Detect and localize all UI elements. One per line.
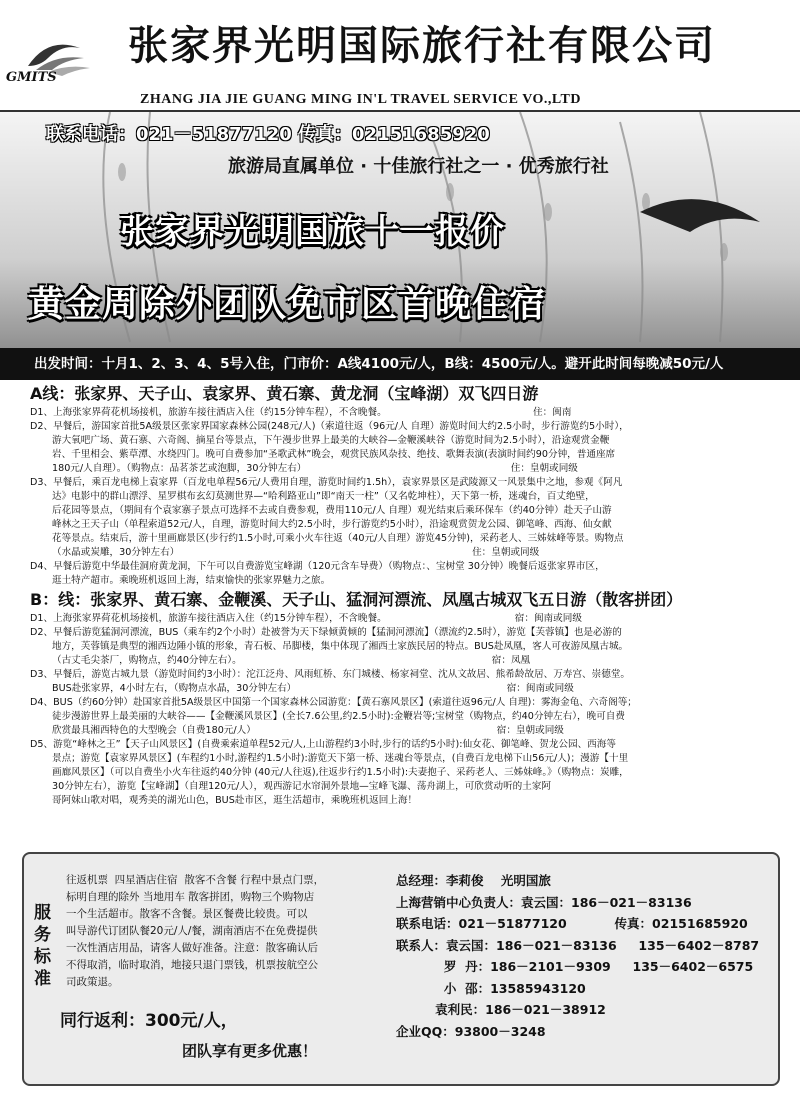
- itinerary-line: 徒步漫游世界上最美丽的大峡谷——【金鞭溪风景区】(全长7.6公里,约2.5小时):金鞭岩等;宝树堂（购物点，约40分钟左右），晚可自费: [52, 711, 625, 722]
- itinerary-line: 逛土特产超市。乘晚班机返回上海，结束愉快的张家界魅力之旅。: [52, 575, 331, 586]
- banner: [0, 112, 800, 380]
- itinerary-line: BUS赴张家界，4小时左右，（购物点水晶，30分钟左右） 宿：闽南或同级: [52, 683, 574, 694]
- itinerary-line: 地方，芙蓉镇是典型的湘西边陲小镇的形象，青石板、吊脚楼，集中体现了湘西土家族民居的特点。BUS赴凤凰，客人可夜游凤凰古城。: [52, 641, 629, 652]
- header: [0, 0, 800, 112]
- route-a-title: A线：张家界、天子山、袁家界、黄石寨、黄龙洞（宝峰湖）双飞四日游: [30, 384, 539, 403]
- route-b-lines: [0, 612, 800, 808]
- itinerary-line: D3、早餐后，乘百龙电梯上袁家界（百龙电单程56元/人费用自理，游览时间约1.5h），袁家界景区是武陵源又一风景集中之地，参观《阿凡: [30, 477, 623, 488]
- departure-bar: 出发时间：十月1、2、3、4、5号入住，门市价：A线4100元/人，B线：4500元/人。避开此时间每晚减50元/人: [0, 348, 800, 380]
- itinerary-line: D2、早餐后游览猛洞河漂流，BUS（乘车约2个小时）赴被誉为天下绿倾黄倾的【猛洞河漂流】（漂流约2.5时），游览【芙蓉镇】也是必游的: [30, 627, 622, 638]
- service-label: 服务标准: [34, 903, 51, 989]
- company-name: 张家界光明国际旅行社有限公司: [128, 22, 716, 69]
- gmits-logo: [18, 18, 108, 98]
- itinerary-line: 欣赏最具湘西特色的大型晚会（自费180元/人） 宿：皇朝或同级: [52, 725, 564, 736]
- slogan: 旅游局直属单位 · 十佳旅行社之一 · 优秀旅行社: [228, 156, 609, 177]
- logo-text: GMITS: [6, 70, 57, 85]
- company-name-en: ZHANG JIA JIE GUANG MING IN'L TRAVEL SERVICE VO.,LTD: [140, 92, 581, 107]
- itinerary-line: D1、上海张家界荷花机场接机，旅游车接往酒店入住（约15分钟车程），不含晚餐。 住：闽南: [30, 407, 572, 418]
- route-b-title: B：线：张家界、黄石寨、金鞭溪、天子山、猛洞河漂流、凤凰古城双飞五日游（散客拼团）: [30, 590, 683, 609]
- itinerary-line: 30分钟左右），游览【宝峰湖】（自理120元/人），观西游记水帘洞外景地—宝峰飞瀑、荡舟湖上，可欣赏动听的土家阿: [52, 781, 552, 792]
- itinerary-line: 花等景点。结束后，游十里画廊景区(步行约1.5小时,可乘小火车往返（40元/人自理）游览45分钟)，采药老人、三姊妹峰等景。购物点: [52, 533, 624, 544]
- itinerary-line: 岩、千里相会、紫草潭、水绕四门。晚可自费参加“圣歌武林”晚会，观赏民族风杂技、绝技、歌舞表演(表演时间约90分钟，普通座席: [52, 449, 616, 460]
- itinerary-line: 游大氧吧广场、黄石寨、六奇阁、摘星台等景点，下午漫步世界上最美的大峡谷—金鞭溪峡谷（游览时间为2.5小时），沿途观赏金鞭: [52, 435, 610, 446]
- itinerary-line: 景点；游览【袁家界风景区】(车程约1小时,游程约1.5小时):游览天下第一桥、迷魂台等景点，(自费百龙电梯下山56元/人)；漫游【十里: [52, 753, 629, 764]
- itinerary-line: （古丈毛尖茶厂，购物点，约40分钟左右）。 宿：凤凰: [52, 655, 531, 666]
- contact-line: 联系电话：021－51877120 传真：02151685920: [46, 124, 490, 145]
- itinerary-line: 后花园等景点，（期间有个袁家寨子景点可选择不去或自费参观，费用110元/人 自理）观光结束后乘环保车（约40分钟）赴天子山游: [52, 505, 612, 516]
- itinerary-line: D5、游览“峰林之王”【天子山风景区】(自费乘索道单程52元/人,上山游程约3小时,步行的话约5小时):仙女花、御笔峰、贺龙公园、西海等: [30, 739, 616, 750]
- contact-list: 总经理：李莉俊 光明国旅 上海营销中心负责人：袁云国：186－021－83136 联系电话：021－51877120 传真：02151685920 联系人：袁云国：186－021－83136 135－6402－8787 罗 丹：186－2101－9309 135－6402－6575 小 邵：13585943120 袁利民：186－021－38912 企业QQ：93800－3248: [396, 873, 760, 1039]
- itinerary-line: D4、BUS（约60分钟）赴国家首批5A级景区中国第一个国家森林公园游览：【黄石寨风景区】(索道往返96元/人 自理)：雾海金龟、六奇阁等；: [30, 697, 637, 708]
- itinerary-line: 达》电影中的群山漂浮、星罗棋布玄幻莫测世界—“哈利路亚山”即“南天一柱”（又名乾坤柱），天下第一桥，迷魂台，百丈绝壁，: [52, 491, 595, 502]
- itinerary-line: 画廊风景区】（可以自费坐小火车往返约40分钟 (40元/人往返),往返步行约1.5小时):夫妻抱子、采药老人、三姊妹峰。》（购物点：炭雕，: [52, 767, 629, 778]
- route-a-lines: [0, 406, 800, 588]
- team-discount: 团队享有更多优惠！: [182, 1042, 318, 1060]
- itinerary-line: D4、早餐后游览中华最佳洞府黄龙洞，下午可以自费游览宝峰湖（120元含车导费）（购物点：、宝树堂 30分钟）晚餐后返张家界市区，: [30, 561, 605, 572]
- service-text: 往返机票 四星酒店住宿 散客不含餐 行程中景点门票， 标明自理的除外 当地用车 散客拼团，购物三个购物店 一个生活超市。散客不含餐。景区餐费比较贵。可以 叫导游代订团队餐20元/人/餐，湖南酒店不在免费提供 一次性酒店用品，请客人做好准备。注意：散客确认后 不得取消，临时取消，地接只退门票钱，机票按航空公 司政策退。: [66, 874, 325, 988]
- service-box: [22, 852, 780, 1086]
- itinerary-line: D2、早餐后，游国家首批5A级景区张家界国家森林公园(248元/人)（索道往返（96元/人 自理）游览时间大约2.5小时，步行游览约5小时），: [30, 421, 629, 432]
- itinerary-line: 峰林之王天子山（单程索道52元/人，自理，游览时间大约2.5小时，步行游览约5小时），沿途观赏贺龙公园、御笔峰、西海、仙女献: [52, 519, 612, 530]
- refund-text: 同行返利：300元/人，: [60, 1011, 238, 1031]
- itinerary-line: D3、早餐后，游览古城九景（游览时间约3小时）：沱江泛舟、风雨虹桥、东门城楼、杨家祠堂、沈从文故居、熊希龄故居、万寿宫、崇德堂。: [30, 669, 631, 680]
- itinerary: [0, 382, 800, 852]
- itinerary-line: 180元/人自理）。（购物点：品茗茶艺或泡脚，30分钟左右） 住：皇朝或同级: [52, 463, 578, 474]
- headline-offer: 黄金周除外团队免市区首晚住宿: [28, 284, 547, 325]
- itinerary-line: （水晶或炭雕，30分钟左右） 住：皇朝或同级: [52, 547, 540, 558]
- itinerary-line: 哥阿妹山歌对唱，观秀美的湖光山色，BUS赴市区，逛生活超市，乘晚班机返回上海！: [52, 795, 418, 806]
- headline-price: 张家界光明国旅十一报价: [120, 212, 505, 252]
- itinerary-line: D1、上海张家界荷花机场接机，旅游车接往酒店入住（约15分钟车程），不含晚餐。 宿：闽南或同级: [30, 613, 582, 624]
